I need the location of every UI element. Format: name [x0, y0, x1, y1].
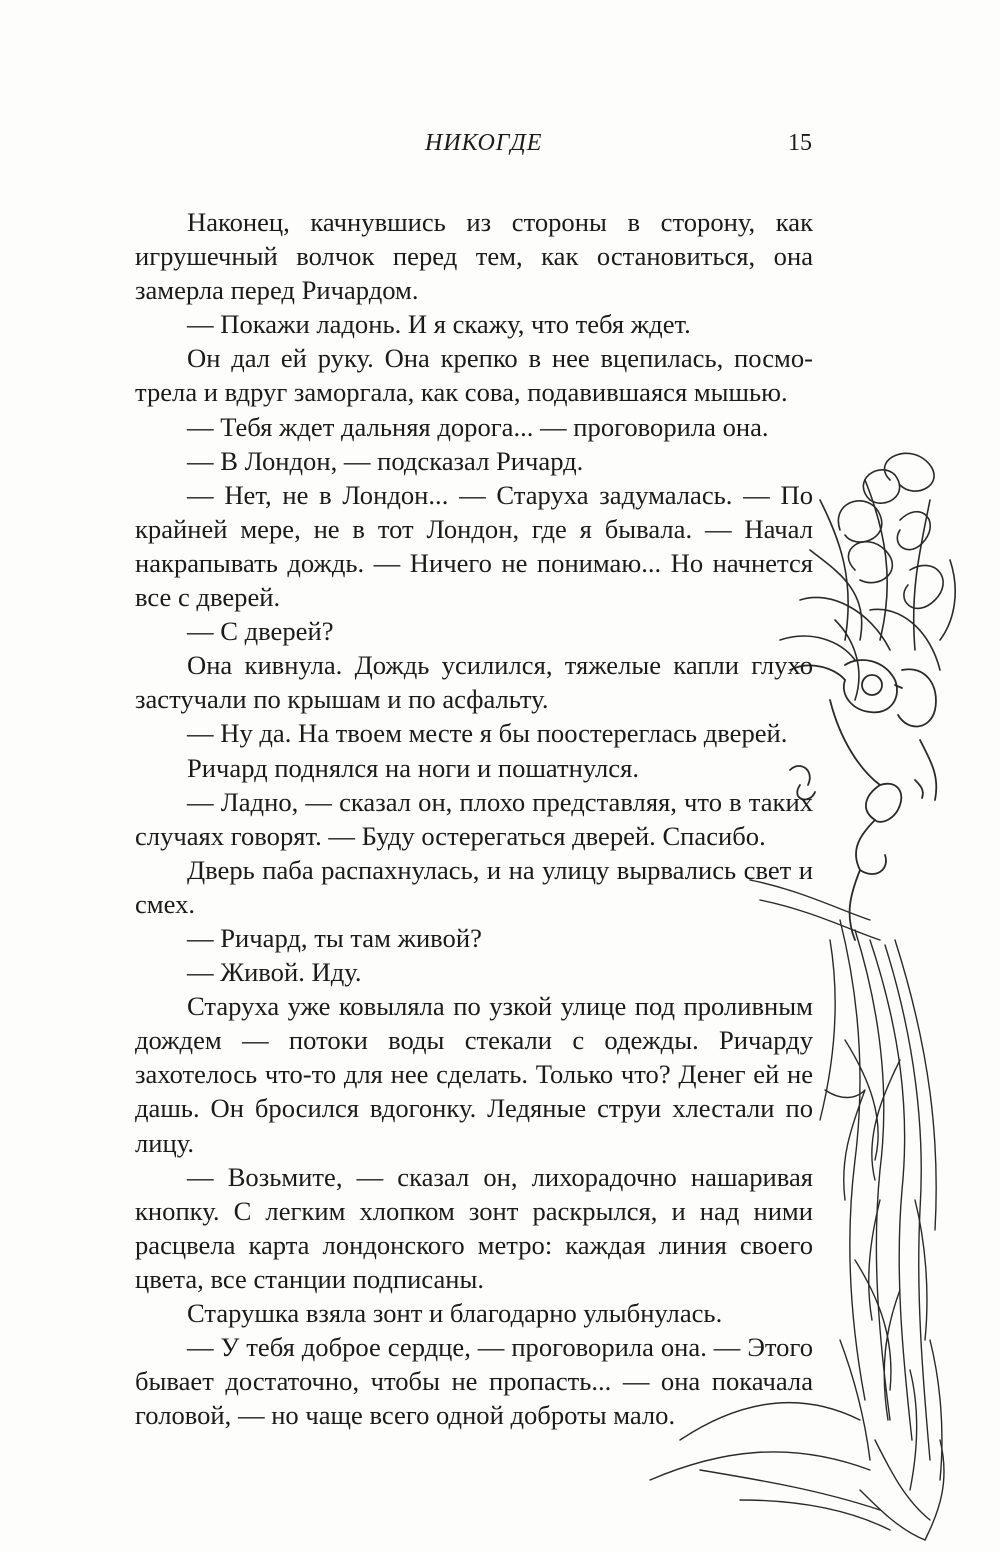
page-number: 15: [788, 130, 812, 156]
body-text: [135, 205, 813, 1432]
paragraph: — Ну да. На твоем месте я бы поостереглась дверей.: [187, 718, 788, 749]
paragraph: Он дал ей руку. Она крепко в нее вцепилась, посмотрела и вдруг заморгала, как сова, подавившаяся мышью.: [135, 343, 813, 408]
paragraph: — Покажи ладонь. И я скажу, что тебя ждет.: [187, 309, 691, 340]
paragraph: Старушка взяла зонт и благодарно улыбнулась.: [187, 1298, 723, 1328]
paragraph: — Возьмите, — сказал он, лихорадочно нашаривая кнопку. С легким хлопком зонт раскрылся, и над ними расцвела карта лондонского метро: каждая линия своего цвета, все станции подписаны.: [135, 1161, 813, 1294]
paragraph: — С дверей?: [187, 616, 334, 647]
paragraph: — Живой. Иду.: [187, 957, 362, 988]
running-title: НИКОГДЕ: [425, 130, 543, 156]
paragraph: — Ладно, — сказал он, плохо представляя, что в таких случаях говорят. — Буду остерегаться дверей. Спасибо.: [135, 786, 813, 851]
paragraph: Старуха уже ковыляла по узкой улице под проливным дождем — потоки воды стекали с одежды. Ричарду захотелось что-то для нее сделать. Только что? Денег ей не дашь. Он бросился вдогонку. Ледяные струи хлестали по лицу.: [135, 991, 813, 1158]
paragraph: — Нет, не в Лондон... — Старуха задумалась. — По крайней мере, не в тот Лондон, где я бывала. — Начал накрапывать дождь. — Ничего не понимаю... Но начнется все с дверей.: [135, 479, 813, 613]
paragraph: — Ричард, ты там живой?: [187, 922, 482, 953]
paragraph: — У тебя доброе сердце, — проговорила она. — Этого бывает достаточно, чтобы не пропасть... — она покачала головой, — но чаще всего одной доброты мало.: [135, 1332, 813, 1431]
paragraph: Наконец, качнувшись из стороны в сторону, как игрушечный волчок перед тем, как остановиться, она замерла перед Ричардом.: [135, 207, 813, 306]
running-head: [0, 130, 1000, 170]
paragraph: Дверь паба распахнулась, и на улицу вырвались свет и смех.: [135, 854, 813, 919]
paragraph: — Тебя ждет дальняя дорога... — проговорила она.: [187, 411, 769, 442]
paragraph: Ричард поднялся на ноги и пошатнулся.: [187, 752, 639, 783]
paragraph: Она кивнула. Дождь усилился, тяжелые капли глухо застучали по крышам и по асфальту.: [135, 650, 813, 715]
paragraph: — В Лондон, — подсказал Ричард.: [187, 445, 584, 476]
